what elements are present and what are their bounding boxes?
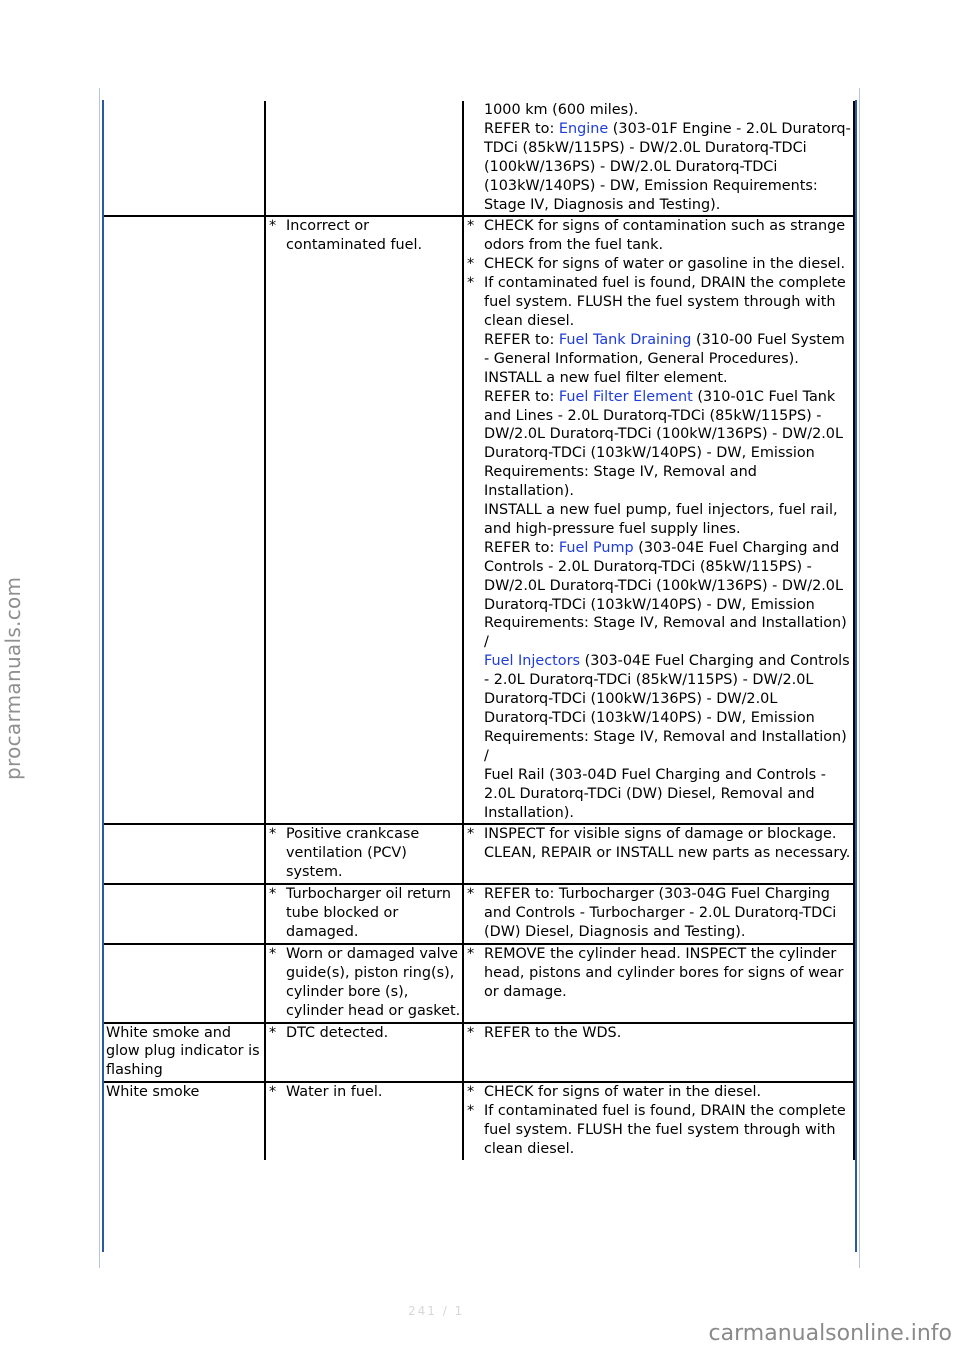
cause-cell bbox=[265, 1023, 463, 1083]
right-margin-rule-light bbox=[859, 88, 860, 1268]
action-item bbox=[464, 369, 853, 388]
table-row bbox=[104, 1023, 854, 1083]
action-item bbox=[464, 539, 853, 652]
action-item bbox=[464, 120, 853, 215]
cause-cell bbox=[265, 944, 463, 1023]
action-cell bbox=[463, 1023, 854, 1083]
action-item bbox=[464, 501, 853, 539]
table-row bbox=[104, 1082, 854, 1160]
bullet-asterisk-icon: * bbox=[269, 218, 277, 235]
cause-item bbox=[266, 825, 462, 882]
reference-link[interactable]: Fuel Pump bbox=[558, 539, 634, 556]
bullet-asterisk-icon: * bbox=[269, 1084, 277, 1101]
cause-text: Positive crankcase ventilation (PCV) system. bbox=[286, 826, 420, 881]
cause-cell bbox=[265, 1082, 463, 1160]
action-cell bbox=[463, 216, 854, 824]
action-text: CHECK for signs of water in the diesel. bbox=[484, 1084, 762, 1101]
action-text: REFER to: bbox=[484, 539, 559, 556]
symptom-cell bbox=[104, 1023, 265, 1083]
action-item bbox=[464, 255, 853, 274]
action-text: REFER to: bbox=[484, 120, 559, 137]
cause-text: Turbocharger oil return tube blocked or damaged. bbox=[286, 886, 451, 940]
reference-link[interactable]: Fuel Injectors bbox=[484, 653, 581, 670]
symptom-cell bbox=[104, 944, 265, 1023]
table-row bbox=[104, 101, 854, 216]
cause-cell bbox=[265, 101, 463, 216]
reference-link[interactable]: Fuel Filter Element bbox=[558, 388, 693, 405]
cause-text: Water in fuel. bbox=[286, 1084, 383, 1101]
cause-cell bbox=[265, 824, 463, 884]
cause-text: DTC detected. bbox=[286, 1024, 389, 1041]
action-item bbox=[464, 388, 853, 501]
table-row bbox=[104, 824, 854, 884]
action-item bbox=[464, 1024, 853, 1043]
action-text: INSPECT for visible signs of damage or blockage. CLEAN, REPAIR or INSTALL new parts as necessary. bbox=[484, 826, 851, 862]
bullet-asterisk-icon: * bbox=[467, 945, 475, 962]
cause-item bbox=[266, 945, 462, 1021]
action-cell bbox=[463, 1082, 854, 1160]
action-text: CHECK for signs of contamination such as strange odors from the fuel tank. bbox=[484, 218, 846, 254]
reference-link[interactable]: Engine bbox=[558, 120, 609, 137]
symptom-text: White smoke and glow plug indicator is flashing bbox=[106, 1024, 260, 1079]
table-row bbox=[104, 944, 854, 1023]
bullet-asterisk-icon: * bbox=[269, 886, 277, 903]
action-item bbox=[464, 652, 853, 765]
action-text: (310-00 Fuel System - General Information, General Procedures). bbox=[484, 331, 845, 367]
right-margin-rule bbox=[855, 100, 857, 1252]
bullet-asterisk-icon: * bbox=[269, 826, 277, 843]
action-cell bbox=[463, 824, 854, 884]
table-row bbox=[104, 216, 854, 824]
action-item bbox=[464, 945, 853, 1002]
action-text: REFER to the WDS. bbox=[484, 1024, 622, 1041]
bullet-asterisk-icon: * bbox=[467, 275, 475, 292]
bullet-asterisk-icon: * bbox=[269, 945, 277, 962]
bullet-asterisk-icon: * bbox=[467, 1084, 475, 1101]
page-number: 241 / 1 bbox=[408, 1304, 465, 1318]
action-item bbox=[464, 885, 853, 942]
action-text: Fuel Rail (303-04D Fuel Charging and Controls - 2.0L Duratorq-TDCi (DW) Diesel, Removal and Installation). bbox=[484, 766, 826, 821]
action-text: (303-01F Engine - 2.0L Duratorq-TDCi (85kW/115PS) - DW/2.0L Duratorq-TDCi (100kW/136PS) - DW/2.0L Duratorq-TDCi (103kW/140PS) - DW, Emission Requirements: Stage IV, Diagnosis and Testing). bbox=[484, 120, 851, 213]
action-text: REMOVE the cylinder head. INSPECT the cylinder head, pistons and cylinder bores for signs of wear or damage. bbox=[484, 945, 844, 1000]
cause-item bbox=[266, 217, 462, 255]
action-cell bbox=[463, 944, 854, 1023]
action-text: (303-04E Fuel Charging and Controls - 2.0L Duratorq-TDCi (85kW/115PS) - DW/2.0L Duratorq-TDCi (100kW/136PS) - DW/2.0L Duratorq-TDCi (103kW/140PS) - DW, Emission Requirements: Stage IV, Removal and Installation) / bbox=[484, 539, 847, 651]
symptom-cell bbox=[104, 824, 265, 884]
cause-item bbox=[266, 1024, 462, 1043]
diagnosis-table-body bbox=[104, 101, 854, 1160]
bullet-asterisk-icon: * bbox=[467, 1024, 475, 1041]
action-item bbox=[464, 331, 853, 369]
action-text: 1000 km (600 miles). bbox=[484, 102, 639, 118]
action-cell bbox=[463, 101, 854, 216]
symptom-cell bbox=[104, 1082, 265, 1160]
bullet-asterisk-icon: * bbox=[467, 1103, 475, 1120]
symptom-cell bbox=[104, 216, 265, 824]
action-text: If contaminated fuel is found, DRAIN the complete fuel system. FLUSH the fuel system through with clean diesel. bbox=[484, 275, 846, 329]
bullet-asterisk-icon: * bbox=[467, 826, 475, 843]
cause-text: Worn or damaged valve guide(s), piston ring(s), cylinder bore (s), cylinder head or gasket. bbox=[286, 945, 461, 1019]
diagnosis-table bbox=[104, 101, 855, 1160]
cause-cell bbox=[265, 216, 463, 824]
action-text: INSTALL a new fuel pump, fuel injectors, fuel rail, and high-pressure fuel supply lines. bbox=[484, 502, 838, 537]
action-item bbox=[464, 1083, 853, 1102]
bullet-asterisk-icon: * bbox=[269, 1024, 277, 1041]
action-item bbox=[464, 766, 853, 823]
cause-item bbox=[266, 885, 462, 942]
bullet-asterisk-icon: * bbox=[467, 886, 475, 903]
action-item bbox=[464, 274, 853, 331]
bullet-asterisk-icon: * bbox=[467, 218, 475, 235]
bullet-asterisk-icon: * bbox=[467, 256, 475, 273]
action-text: CHECK for signs of water or gasoline in the diesel. bbox=[484, 256, 846, 273]
action-text: INSTALL a new fuel filter element. bbox=[484, 369, 728, 386]
cause-item bbox=[266, 1083, 462, 1102]
action-item bbox=[464, 1102, 853, 1159]
bottom-watermark: carmanualsonline.info bbox=[708, 1321, 952, 1346]
cause-text: Incorrect or contaminated fuel. bbox=[286, 218, 423, 254]
left-margin-rule-light bbox=[99, 88, 100, 1268]
side-watermark: procarmanuals.com bbox=[1, 576, 25, 780]
cause-cell bbox=[265, 884, 463, 944]
action-text: REFER to: Turbocharger (303-04G Fuel Charging and Controls - Turbocharger - 2.0L Duratorq-TDCi (DW) Diesel, Diagnosis and Testing). bbox=[484, 886, 837, 940]
action-item bbox=[464, 217, 853, 255]
action-item bbox=[464, 101, 853, 120]
symptom-text: White smoke bbox=[106, 1084, 200, 1101]
action-item bbox=[464, 825, 853, 863]
action-text: If contaminated fuel is found, DRAIN the complete fuel system. FLUSH the fuel system through with clean diesel. bbox=[484, 1103, 846, 1157]
table-row bbox=[104, 884, 854, 944]
symptom-cell bbox=[104, 101, 265, 216]
action-text: (310-01C Fuel Tank and Lines - 2.0L Duratorq-TDCi (85kW/115PS) - DW/2.0L Duratorq-TDCi (100kW/136PS) - DW/2.0L Duratorq-TDCi (103kW/140PS) - DW, Emission Requirements: Stage IV, Removal and Installation). bbox=[484, 388, 843, 500]
action-cell bbox=[463, 884, 854, 944]
action-text: REFER to: bbox=[484, 331, 559, 348]
symptom-cell bbox=[104, 884, 265, 944]
reference-link[interactable]: Fuel Tank Draining bbox=[558, 331, 692, 348]
action-text: REFER to: bbox=[484, 388, 559, 405]
action-text: (303-04E Fuel Charging and Controls - 2.0L Duratorq-TDCi (85kW/115PS) - DW/2.0L Duratorq-TDCi (100kW/136PS) - DW/2.0L Duratorq-TDCi (103kW/140PS) - DW, Emission Requirements: Stage IV, Removal and Installation) / bbox=[484, 653, 850, 764]
